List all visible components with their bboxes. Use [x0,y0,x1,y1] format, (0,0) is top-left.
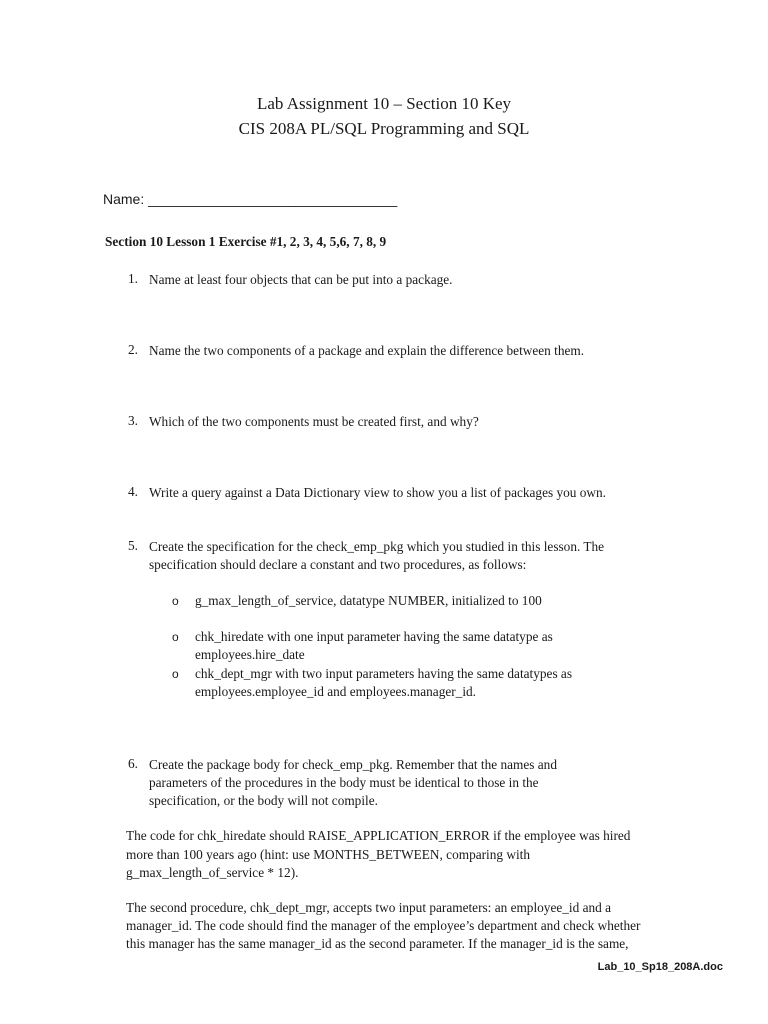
bullet-text: chk_hiredate with one input parameter having the same datatype as [195,629,553,644]
paragraph-line: manager_id. The code should find the manager of the employee’s department and check whether [126,918,641,933]
question-text: specification, or the body will not compile. [149,793,378,808]
question-text: Write a query against a Data Dictionary view to show you a list of packages you own. [149,485,606,500]
question-number: 3. [128,413,138,428]
question-text: Name the two components of a package and explain the difference between them. [149,343,585,358]
name-field: Name: ________________________________ [103,191,398,207]
paragraph-line: The second procedure, chk_dept_mgr, accepts two input parameters: an employee_id and a [126,900,611,915]
question-number: 2. [128,342,138,357]
question-text: Create the package body for check_emp_pkg. Remember that the names and [149,757,557,772]
bullet-text: g_max_length_of_service, datatype NUMBER, initialized to 100 [195,593,542,608]
paragraph-line: The code for chk_hiredate should RAISE_APPLICATION_ERROR if the employee was hired [126,828,631,843]
question-text: Name at least four objects that can be put into a package. [149,272,453,287]
paragraph-line: more than 100 years ago (hint: use MONTHS_BETWEEN, comparing with [126,847,530,862]
question-number: 4. [128,484,138,499]
document-title: Lab Assignment 10 – Section 10 Key [256,94,512,113]
question-number: 5. [128,538,138,553]
bullet-text: employees.employee_id and employees.manager_id. [195,684,476,699]
question-number: 6. [128,756,138,771]
bullet-marker: o [172,667,179,681]
question-text: specification should declare a constant and two procedures, as follows: [149,557,527,572]
section-heading: Section 10 Lesson 1 Exercise #1, 2, 3, 4, 5,6, 7, 8, 9 [105,234,387,249]
document-subtitle: CIS 208A PL/SQL Programming and SQL [238,119,530,138]
question-number: 1. [128,271,138,286]
bullet-text: employees.hire_date [195,647,305,662]
question-text: Which of the two components must be created first, and why? [149,414,479,429]
bullet-text: chk_dept_mgr with two input parameters having the same datatypes as [195,666,573,681]
paragraph-line: g_max_length_of_service * 12). [126,865,299,880]
bullet-marker: o [172,630,179,644]
question-text: Create the specification for the check_emp_pkg which you studied in this lesson. The [149,539,605,554]
question-text: parameters of the procedures in the body must be identical to those in the [149,775,539,790]
footer-filename: Lab_10_Sp18_208A.doc [597,961,723,973]
paragraph-line: this manager has the same manager_id as the second parameter. If the manager_id is the same, [126,936,629,951]
bullet-marker: o [172,594,179,608]
